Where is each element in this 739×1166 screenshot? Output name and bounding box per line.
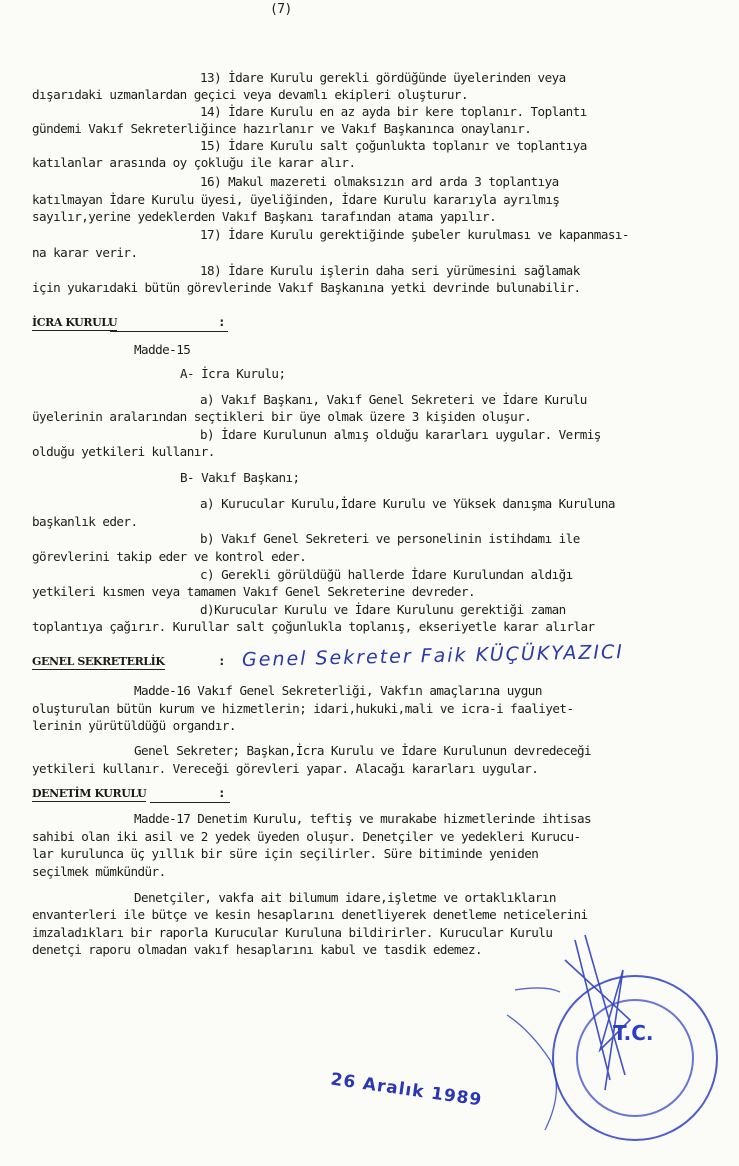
text-line: c) Gerekli görüldüğü hallerde İdare Kurulundan aldığı <box>200 567 573 582</box>
official-seal <box>505 930 735 1155</box>
text-line: b) Vakıf Genel Sekreteri ve personelinin istihdamı ile <box>200 531 580 546</box>
text-line: görevlerini takip eder ve kontrol eder. <box>32 549 307 564</box>
text-line: seçilmek mümkündür. <box>32 864 166 879</box>
text-line: Genel Sekreter; Başkan,İcra Kurulu ve İdare Kurulunun devredeceği <box>134 743 592 758</box>
text-line: a) Kurucular Kurulu,İdare Kurulu ve Yüksek danışma Kuruluna <box>200 496 615 511</box>
subsection-title: B- Vakıf Başkanı; <box>180 470 300 485</box>
text-line: 17) İdare Kurulu gerektiğinde şubeler kurulması ve kapanması- <box>200 227 629 242</box>
text-line: 16) Makul mazereti olmaksızın ard arda 3 toplantıya <box>200 174 559 189</box>
text-line: envanterleri ile bütçe ve kesin hesaplarını denetliyerek denetleme neticelerini <box>32 907 588 922</box>
text-line: na karar verir. <box>32 245 138 260</box>
text-line: başkanlık eder. <box>32 514 138 529</box>
date-stamp: 26 Aralık 1989 <box>329 1069 484 1111</box>
text-line: d)Kurucular Kurulu ve İdare Kurulunu gerektiği zaman <box>200 602 566 617</box>
text-line: sayılır,yerine yedeklerden Vakıf Başkanı tarafından atama yapılır. <box>32 209 497 224</box>
heading-underline <box>110 331 228 332</box>
text-line: Madde-16 Vakıf Genel Sekreterliği, Vakfın amaçlarına uygun <box>134 683 542 698</box>
text-line: Madde-17 Denetim Kurulu, teftiş ve murakabe hizmetlerinde ihtisas <box>134 811 592 826</box>
heading-colon: : <box>218 314 226 329</box>
text-line: denetçi raporu olmadan vakıf hesaplarını kabul ve tasdik edemez. <box>32 942 483 957</box>
text-line: 15) İdare Kurulu salt çoğunlukta toplanır ve toplantıya <box>200 138 587 153</box>
text-line: imzaladıkları bir raporla Kurucular Kuruluna bildirirler. Kurucular Kurulu <box>32 925 553 940</box>
text-line: olduğu yetkileri kullanır. <box>32 444 215 459</box>
subsection-title: A- İcra Kurulu; <box>180 366 286 381</box>
text-line: lerinin yürütüldüğü organdır. <box>32 718 236 733</box>
text-line: katılanlar arasında oy çokluğu ile karar alır. <box>32 155 356 170</box>
text-line: toplantıya çağırır. Kurullar salt çoğunlukla toplanış, ekseriyetle karar alırlar <box>32 619 595 634</box>
text-line: yetkileri kullanır. Vereceği görevleri yapar. Alacağı kararları uygular. <box>32 761 539 776</box>
text-line: 18) İdare Kurulu işlerin daha seri yürümesini sağlamak <box>200 263 580 278</box>
heading-colon: : <box>218 653 226 668</box>
text-line: 14) İdare Kurulu en az ayda bir kere toplanır. Toplantı <box>200 104 587 119</box>
text-line: sahibi olan iki asil ve 2 yedek üyeden oluşur. Denetçiler ve yedekleri Kurucu- <box>32 829 581 844</box>
text-line: için yukarıdaki bütün görevlerinde Vakıf Başkanına yetki devrinde bulunabilir. <box>32 280 581 295</box>
text-line: üyelerinin aralarından seçtikleri bir üye olmak üzere 3 kişiden oluşur. <box>32 409 532 424</box>
seal-center-text: T.C. <box>613 1021 654 1045</box>
section-heading-denetim: DENETİM KURULU <box>32 787 147 800</box>
text-line: lar kurulunca üç yıllık bir süre için seçilirler. Süre bitiminde yeniden <box>32 846 539 861</box>
text-line: Denetçiler, vakfa ait bilumum idare,işletme ve ortaklıkların <box>134 890 556 905</box>
text-line: yetkileri kısmen veya tamamen Vakıf Genel Sekreterine devreder. <box>32 584 476 599</box>
page-number: (7) <box>270 2 292 17</box>
heading-colon: : <box>218 785 226 800</box>
text-line: b) İdare Kurulunun almış olduğu kararları uygular. Vermiş <box>200 427 601 442</box>
text-line: 13) İdare Kurulu gerekli gördüğünde üyelerinden veya <box>200 70 566 85</box>
section-heading-genel: GENEL SEKRETERLİK <box>32 655 165 668</box>
heading-underline <box>150 802 230 803</box>
handwritten-note: Genel Sekreter Faik KÜÇÜKYAZICI <box>241 641 625 671</box>
section-heading-icra: İCRA KURULU <box>32 316 118 329</box>
text-line: oluşturulan bütün kurum ve hizmetlerin; idari,hukuki,mali ve icra-i faaliyet- <box>32 701 574 716</box>
text-line: a) Vakıf Başkanı, Vakıf Genel Sekreteri ve İdare Kurulu <box>200 392 587 407</box>
text-line: dışarıdaki uzmanlardan geçici veya devamlı ekipleri oluşturur. <box>32 87 468 102</box>
article-number: Madde-15 <box>134 342 191 357</box>
text-line: katılmayan İdare Kurulu üyesi, üyeliğinden, İdare Kurulu kararıyla ayrılmış <box>32 192 560 207</box>
text-line: gündemi Vakıf Sekreterliğince hazırlanır ve Vakıf Başkanınca onaylanır. <box>32 121 532 136</box>
